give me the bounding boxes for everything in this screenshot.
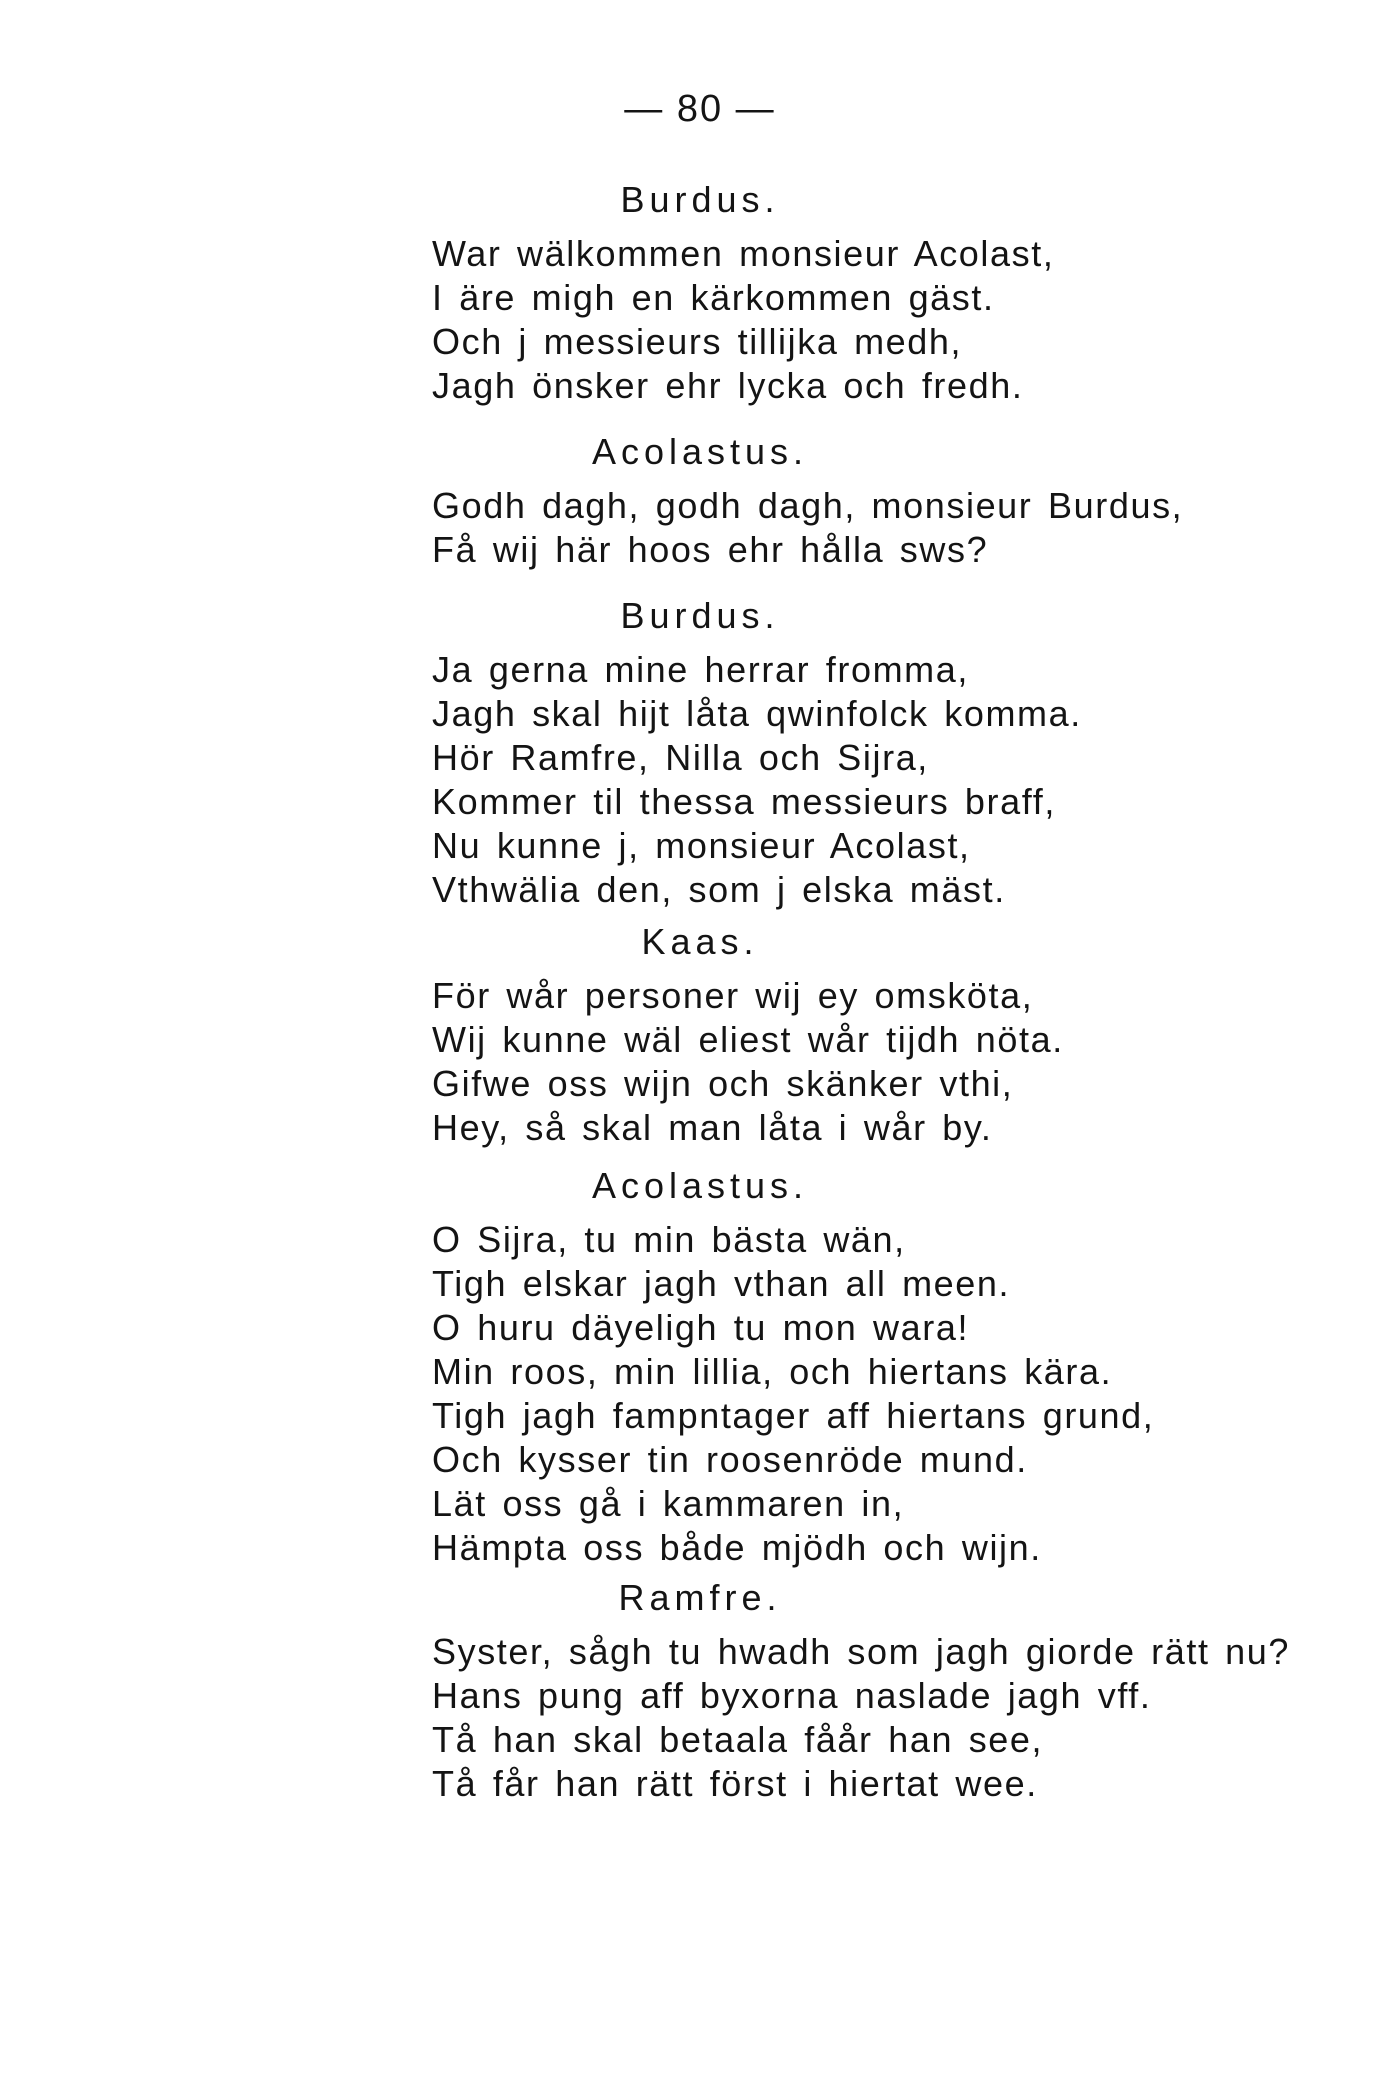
speaker-name: Burdus. <box>620 595 780 636</box>
verse-line: Få wij här hoos ehr hålla sws? <box>432 529 989 570</box>
verse-line: Ja gerna mine herrar fromma, <box>432 649 969 690</box>
verse-line: Wij kunne wäl eliest wår tijdh nöta. <box>432 1019 1064 1060</box>
verse-line: Jagh skal hijt låta qwinfolck komma. <box>432 693 1082 734</box>
speech-block-6 <box>0 1576 1400 1806</box>
verse-line: Och kysser tin roosenröde mund. <box>432 1439 1028 1480</box>
verse-line: War wälkommen monsieur Acolast, <box>432 233 1055 274</box>
verse-line: Vthwälia den, som j elska mäst. <box>432 869 1006 910</box>
speech-block-4 <box>0 920 1400 1150</box>
verse-line: Och j messieurs tillijka medh, <box>432 321 963 362</box>
verse-line: O huru däyeligh tu mon wara! <box>432 1307 970 1348</box>
verse-line: Tå han skal betaala fåår han see, <box>432 1719 1044 1760</box>
verse-lines <box>432 232 1400 408</box>
verse-line: Gifwe oss wijn och skänker vthi, <box>432 1063 1014 1104</box>
speaker-name: Kaas. <box>641 921 759 962</box>
verse-lines <box>432 648 1400 912</box>
verse-lines <box>432 974 1400 1150</box>
verse-line: Nu kunne j, monsieur Acolast, <box>432 825 971 866</box>
verse-line: Hans pung aff byxorna naslade jagh vff. <box>432 1675 1152 1716</box>
verse-line: Hör Ramfre, Nilla och Sijra, <box>432 737 929 778</box>
verse-line: Hey, så skal man låta i wår by. <box>432 1107 993 1148</box>
verse-line: Tigh jagh fampntager aff hiertans grund, <box>432 1395 1155 1436</box>
speech-block-3 <box>0 594 1400 912</box>
speech-block-2 <box>0 430 1400 572</box>
verse-line: Hämpta oss både mjödh och wijn. <box>432 1527 1042 1568</box>
verse-lines <box>432 1218 1400 1570</box>
speaker-name: Acolastus. <box>591 431 809 472</box>
verse-line: Lät oss gå i kammaren in, <box>432 1483 905 1524</box>
speaker-name: Acolastus. <box>591 1165 809 1206</box>
verse-lines <box>432 1630 1400 1806</box>
speaker-name: Burdus. <box>620 179 780 220</box>
speaker-name: Ramfre. <box>618 1577 782 1618</box>
verse-line: Syster, sågh tu hwadh som jagh giorde rätt nu? <box>432 1631 1291 1672</box>
verse-line: Min roos, min lillia, och hiertans kära. <box>432 1351 1113 1392</box>
verse-line: Jagh önsker ehr lycka och fredh. <box>432 365 1024 406</box>
verse-line: Kommer til thessa messieurs braff, <box>432 781 1056 822</box>
verse-line: För wår personer wij ey omsköta, <box>432 975 1034 1016</box>
verse-line: Tigh elskar jagh vthan all meen. <box>432 1263 1011 1304</box>
page-number: — 80 — <box>624 88 776 130</box>
speech-block-5 <box>0 1164 1400 1570</box>
verse-lines <box>432 484 1400 572</box>
verse-line: Tå får han rätt först i hiertat wee. <box>432 1763 1038 1804</box>
verse-line: I äre migh en kärkommen gäst. <box>432 277 995 318</box>
speech-block-1 <box>0 178 1400 408</box>
verse-line: Godh dagh, godh dagh, monsieur Burdus, <box>432 485 1184 526</box>
verse-line: O Sijra, tu min bästa wän, <box>432 1219 906 1260</box>
